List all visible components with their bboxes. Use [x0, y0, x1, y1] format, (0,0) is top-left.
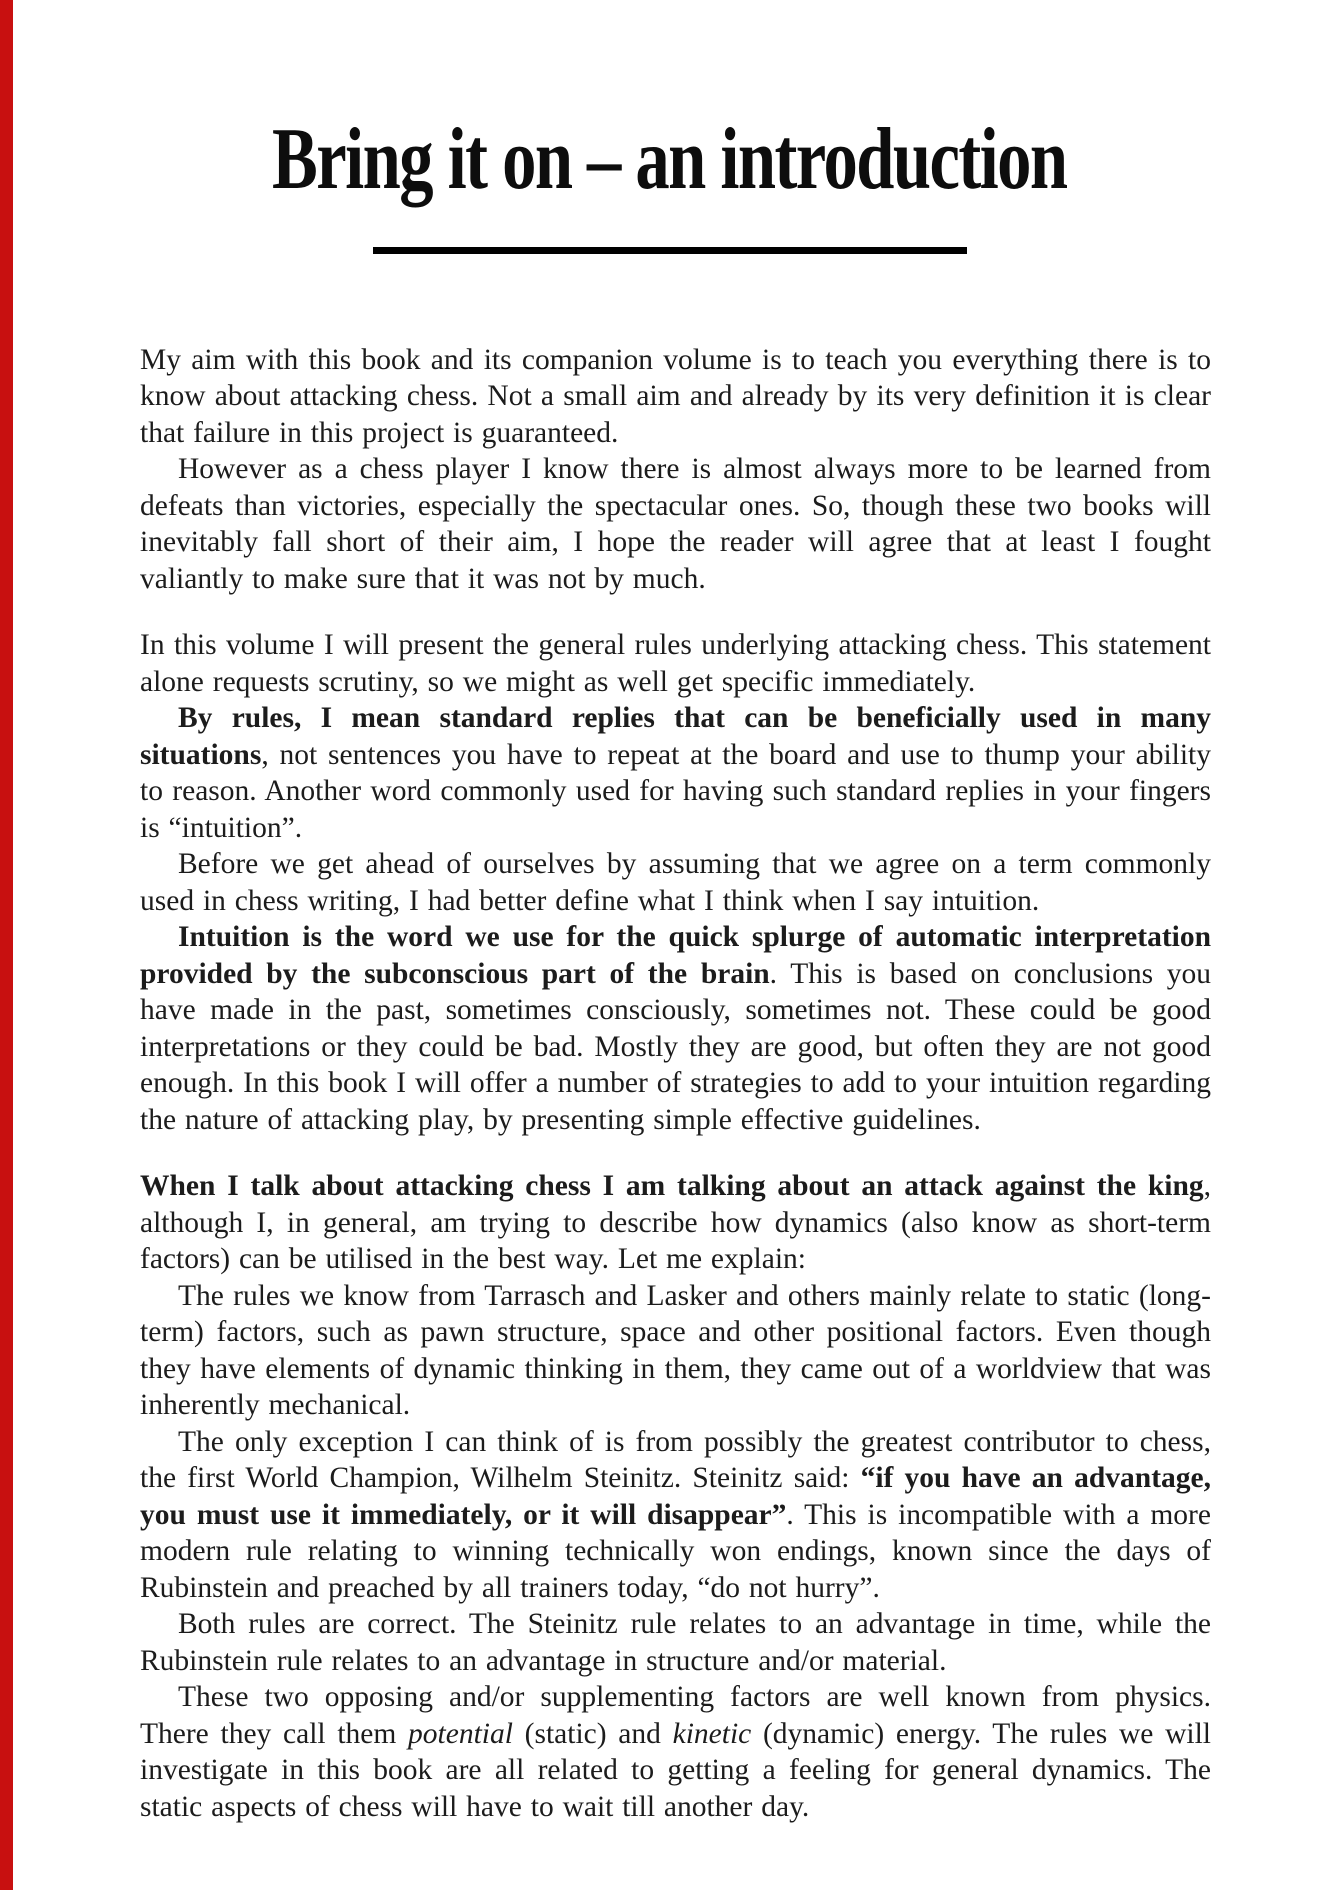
paragraph [140, 919, 1211, 1138]
title-rule [373, 247, 967, 254]
paragraph [140, 1679, 1211, 1825]
text-run: The only exception I can think of is from possibly the greatest contributor to chess, the first World Champion, Wilhelm Steinitz. Steinitz said: [140, 1425, 1211, 1495]
paragraph [140, 700, 1211, 846]
paragraph [140, 1606, 1211, 1679]
text-run: Intuition is the word we use for the quick splurge of automatic interpretation provided by the subconscious part of the brain [140, 921, 1211, 990]
paragraph [140, 846, 1211, 919]
text-run: potential [408, 1717, 513, 1750]
paragraph [140, 451, 1211, 597]
text-run: These two opposing and/or supplementing factors are well known from physics. There they call them [140, 1681, 1211, 1750]
text-run: The rules we know from Tarrasch and Lasker and others mainly relate to static (long-term) factors, such as pawn structure, space and other positional factors. Even though they have elements of dynamic thinking in them, they came out of a worldview that was inherently mechanical. [140, 1279, 1211, 1422]
left-edge-marker [0, 0, 13, 1890]
paragraph [140, 1424, 1211, 1607]
paragraph [140, 1278, 1211, 1424]
text-run: . This is based on conclusions you have made in the past, sometimes consciously, sometimes not. These could be good interpretations or they could be bad. Mostly they are good, but often they are not good enough. In this book I will offer a number of strategies to add to your intuition regarding the nature of attacking play, by presenting simple effective guidelines. [140, 957, 1211, 1136]
paragraph [140, 342, 1211, 452]
chapter-header [0, 0, 1339, 254]
text-run: By rules, I mean standard replies that can be beneficially used in many situations [140, 702, 1211, 771]
text-run: (static) and [512, 1717, 673, 1750]
chapter-body [140, 342, 1211, 1826]
text-run: In this volume I will present the general rules underlying attacking chess. This statement alone requests scrutiny, so we might as well get specific immediately. [140, 629, 1211, 698]
text-run: , not sentences you have to repeat at the board and use to thump your ability to reason. Another word commonly used for having such standard replies in your fingers is “intuition”. [140, 738, 1211, 844]
text-run: When I talk about attacking chess I am talking about an attack against the king [140, 1170, 1204, 1203]
text-run: kinetic [672, 1717, 752, 1750]
chapter-title: Bring it on – an introduction [272, 111, 1067, 208]
text-run: Before we get ahead of ourselves by assuming that we agree on a term commonly used in chess writing, I had better define what I think when I say intuition. [140, 848, 1211, 917]
text-run: Both rules are correct. The Steinitz rule relates to an advantage in time, while the Rubinstein rule relates to an advantage in structure and/or material. [140, 1608, 1211, 1677]
text-run: , although I, in general, am trying to describe how dynamics (also know as short-term factors) can be utilised in the best way. Let me explain: [140, 1170, 1211, 1276]
paragraph [140, 627, 1211, 700]
text-run: . This is incompatible with a more modern rule relating to winning technically won endings, known since the days of Rubinstein and preached by all trainers today, “do not hurry”. [140, 1498, 1211, 1604]
text-run: (dynamic) energy. The rules we will investigate in this book are all related to getting a feeling for general dynamics. The static aspects of chess will have to wait till another day. [140, 1717, 1211, 1823]
text-run: My aim with this book and its companion volume is to teach you everything there is to know about attacking chess. Not a small aim and already by its very definition it is clear that failure in this project is guaranteed. [140, 343, 1211, 449]
paragraph [140, 1168, 1211, 1278]
text-run: “if you have an advantage, you must use it immediately, or it will disappear” [140, 1462, 1211, 1531]
text-run: However as a chess player I know there is almost always more to be learned from defeats than victories, especially the spectacular ones. So, though these two books will inevitably fall short of their aim, I hope the reader will agree that at least I fought valiantly to make sure that it was not by much. [140, 453, 1211, 595]
